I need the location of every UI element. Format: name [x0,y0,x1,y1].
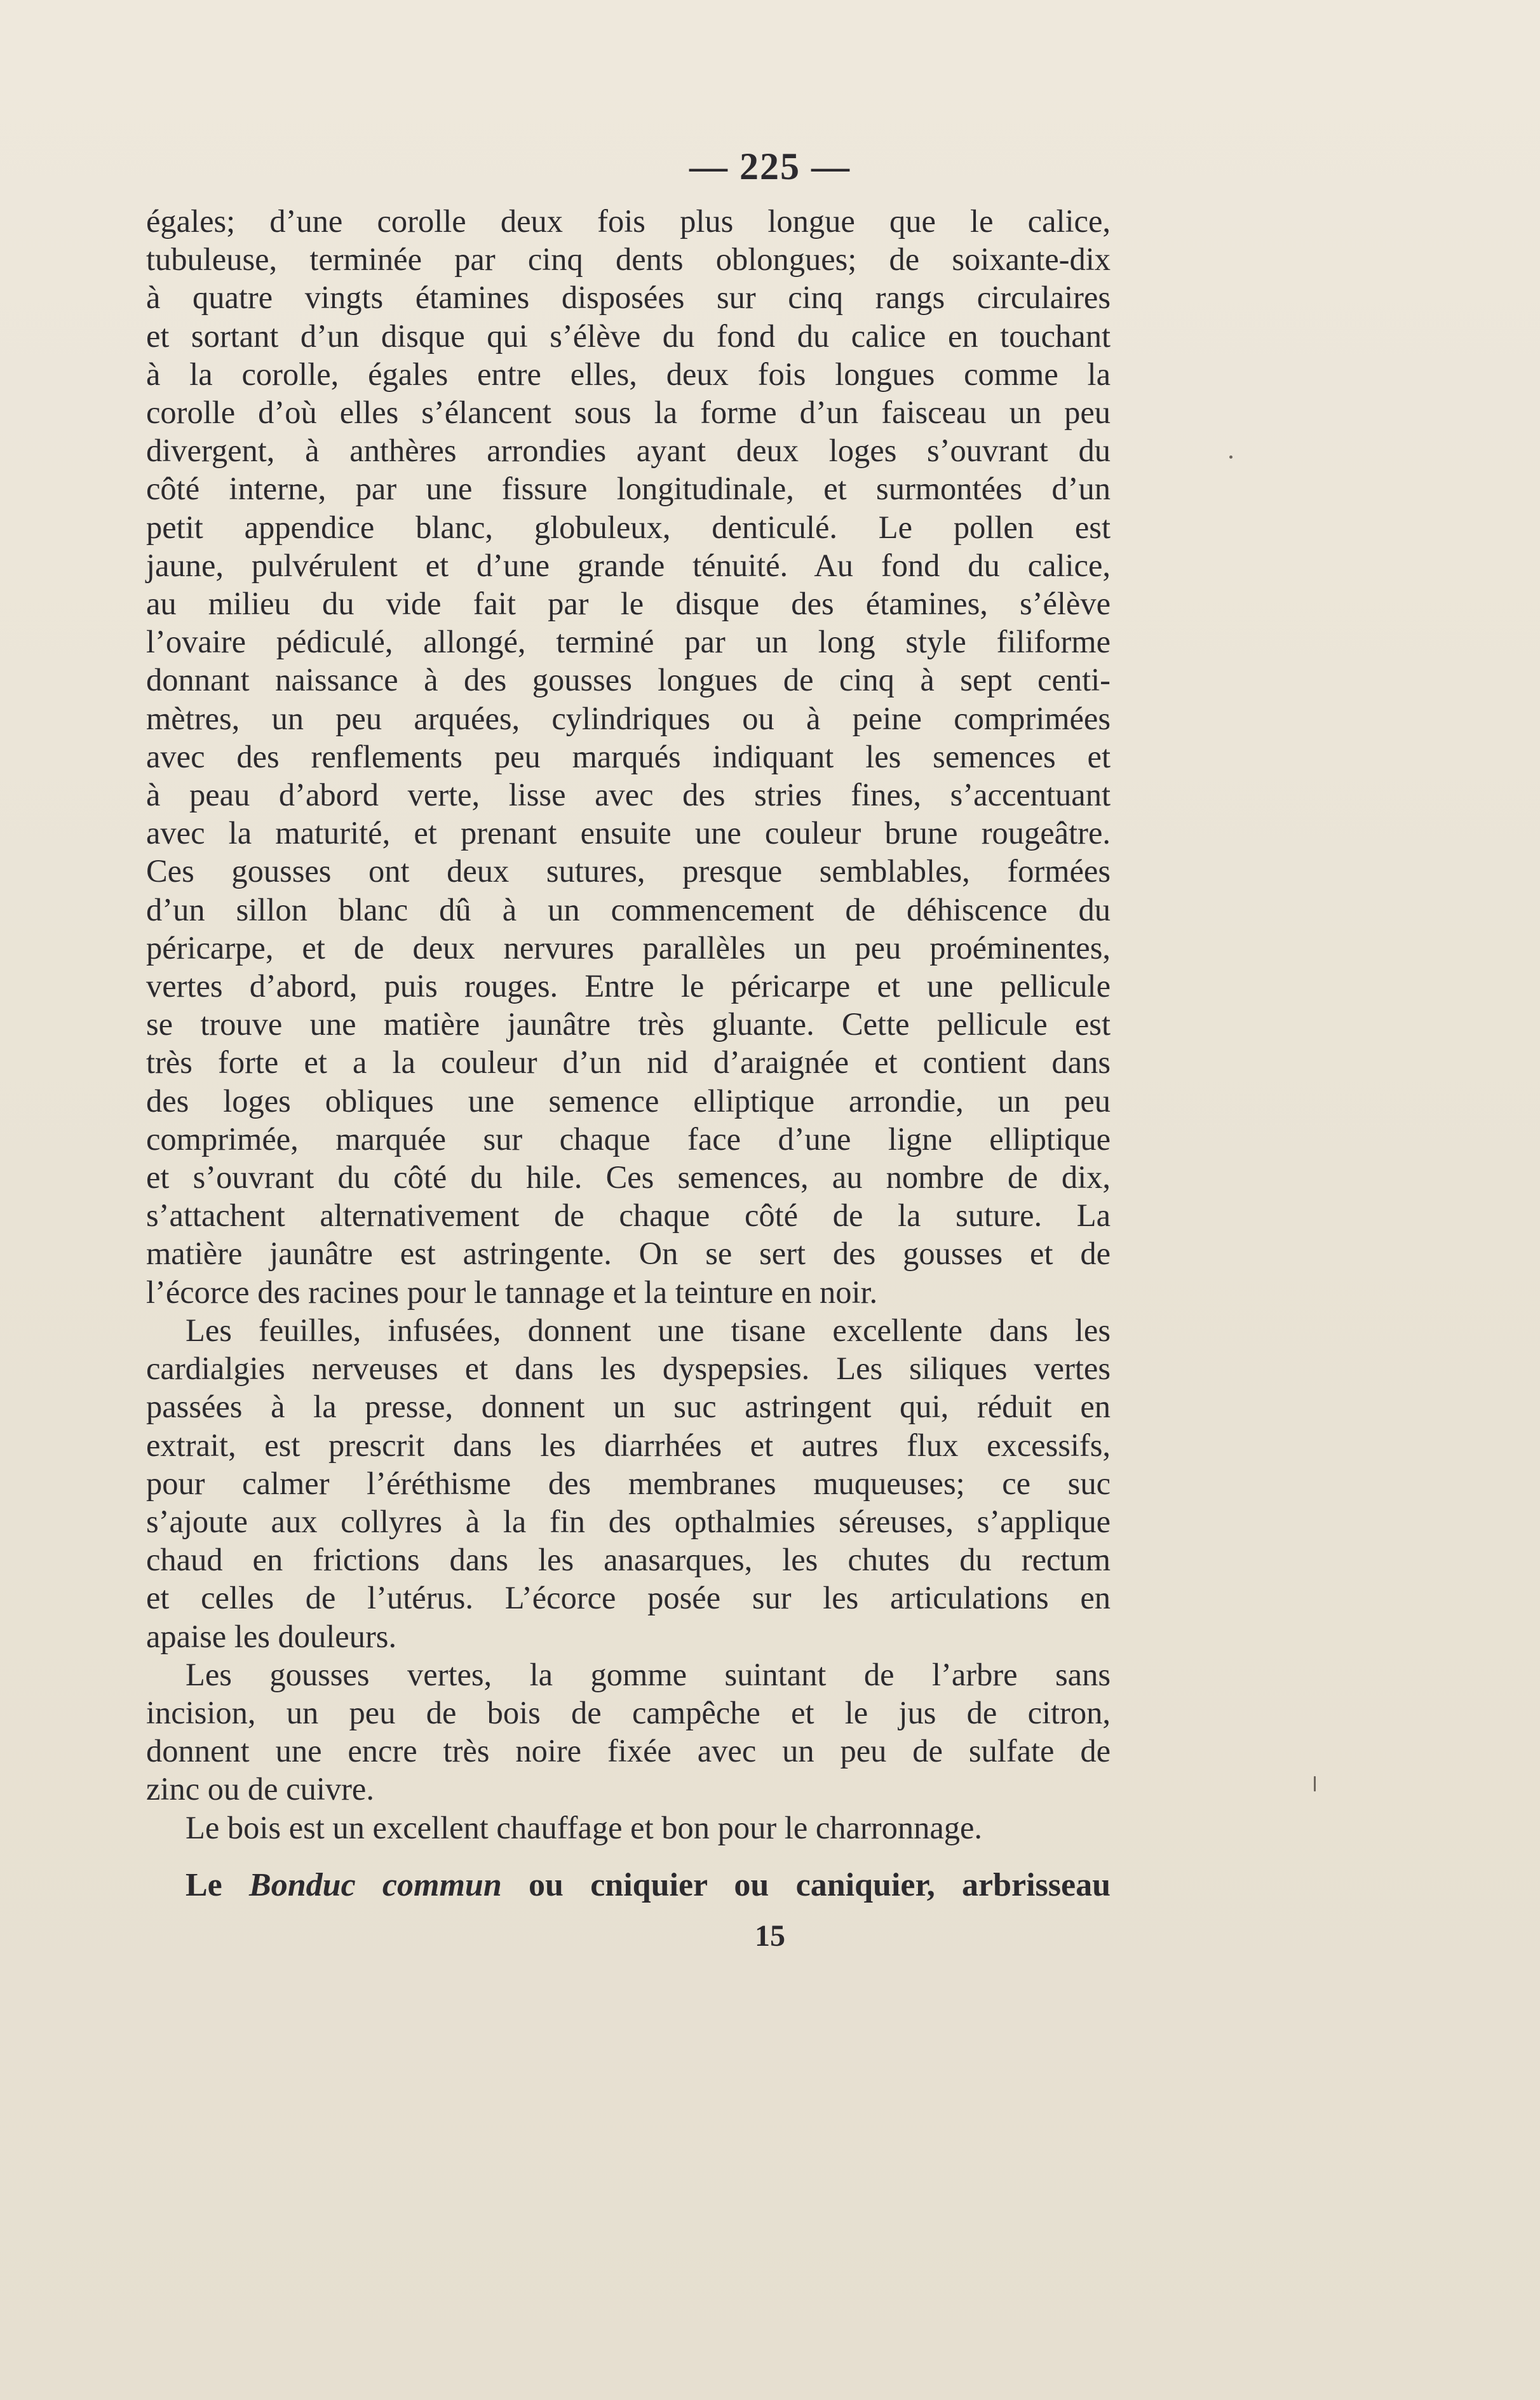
text-line: l’ovaire pédiculé, allongé, terminé par un long style filiforme [146,624,1111,660]
text-line: cardialgies nerveuses et dans les dyspepsies. Les siliques vertes [146,1351,1111,1387]
text-line: donnent une encre très noire fixée avec un peu de sulfate de [146,1733,1111,1769]
text-line: matière jaunâtre est astringente. On se sert des gousses et de [146,1236,1111,1272]
final-line-prefix: Le [186,1867,250,1903]
text-line: l’écorce des racines pour le tannage et la teinture en noir. [146,1274,878,1310]
text-line: Les gousses vertes, la gomme suintant de l’arbre sans [186,1656,1111,1692]
text-line: corolle d’où elles s’élancent sous la forme d’un faisceau un peu [146,394,1111,431]
text-line: extrait, est prescrit dans les diarrhées et autres flux excessifs, [146,1427,1111,1463]
text-line: Les feuilles, infusées, donnent une tisane excellente dans les [186,1312,1111,1348]
final-line-suffix: ou cniquier ou caniquier, arbrisseau [501,1867,1111,1903]
body-text [146,202,1111,1847]
text-line: tubuleuse, terminée par cinq dents oblongues; de soixante-dix [146,241,1111,278]
text-line: pour calmer l’éréthisme des membranes muqueuses; ce suc [146,1465,1111,1501]
text-line: chaud en frictions dans les anasarques, les chutes du rectum [146,1542,1111,1578]
text-line: Le bois est un excellent chauffage et bon pour le charronnage. [186,1809,983,1845]
text-line: égales; d’une corolle deux fois plus longue que le calice, [146,203,1111,239]
text-line: péricarpe, et de deux nervures parallèles un peu proéminentes, [146,929,1111,966]
text-line: s’ajoute aux collyres à la fin des opthalmies séreuses, s’applique [146,1503,1111,1539]
text-line: avec la maturité, et prenant ensuite une couleur brune rougeâtre. [146,815,1111,851]
text-line: vertes d’abord, puis rouges. Entre le péricarpe et une pellicule [146,968,1111,1004]
text-line: se trouve une matière jaunâtre très gluante. Cette pellicule est [146,1006,1111,1042]
text-line: donnant naissance à des gousses longues de cinq à sept centi- [146,662,1111,698]
signature-mark: 15 [755,1919,785,1953]
text-line: apaise les douleurs. [146,1618,397,1654]
species-name: Bonduc commun [249,1867,502,1903]
paper-speck [1229,455,1233,459]
text-line: à peau d’abord verte, lisse avec des stries fines, s’accentuant [146,777,1111,813]
text-line: petit appendice blanc, globuleux, denticulé. Le pollen est [146,509,1111,545]
text-line: des loges obliques une semence elliptique arrondie, un peu [146,1082,1111,1119]
text-line: d’un sillon blanc dû à un commencement de déhiscence du [146,891,1111,927]
text-line: passées à la presse, donnent un suc astringent qui, réduit en [146,1389,1111,1425]
text-line: s’attachent alternativement de chaque côté de la suture. La [146,1197,1111,1234]
text-line: zinc ou de cuivre. [146,1771,374,1807]
text-line: au milieu du vide fait par le disque des étamines, s’élève [146,586,1111,622]
text-line: mètres, un peu arquées, cylindriques ou à peine comprimées [146,700,1111,736]
text-line: très forte et a la couleur d’un nid d’araignée et contient dans [146,1044,1111,1081]
text-line: jaune, pulvérulent et d’une grande ténuité. Au fond du calice, [146,547,1111,583]
text-line: et celles de l’utérus. L’écorce posée sur les articulations en [146,1580,1111,1616]
text-line: à quatre vingts étamines disposées sur cinq rangs circulaires [146,280,1111,316]
text-line: et s’ouvrant du côté du hile. Ces semences, au nombre de dix, [146,1159,1111,1196]
text-line: côté interne, par une fissure longitudinale, et surmontées d’un [146,471,1111,507]
continued-paragraph [186,1866,1111,1904]
text-line: Ces gousses ont deux sutures, presque semblables, formées [146,853,1111,889]
text-line: à la corolle, égales entre elles, deux fois longues comme la [146,356,1111,392]
text-line: et sortant d’un disque qui s’élève du fond du calice en touchant [146,318,1111,354]
page-number: — 225 — [689,145,851,187]
text-line: divergent, à anthères arrondies ayant deux loges s’ouvrant du [146,433,1111,469]
text-line: incision, un peu de bois de campêche et le jus de citron, [146,1694,1111,1730]
text-line: comprimée, marquée sur chaque face d’une ligne elliptique [146,1121,1111,1157]
paper-speck [1314,1776,1316,1791]
text-line: avec des renflements peu marqués indiquant les semences et [146,738,1111,774]
